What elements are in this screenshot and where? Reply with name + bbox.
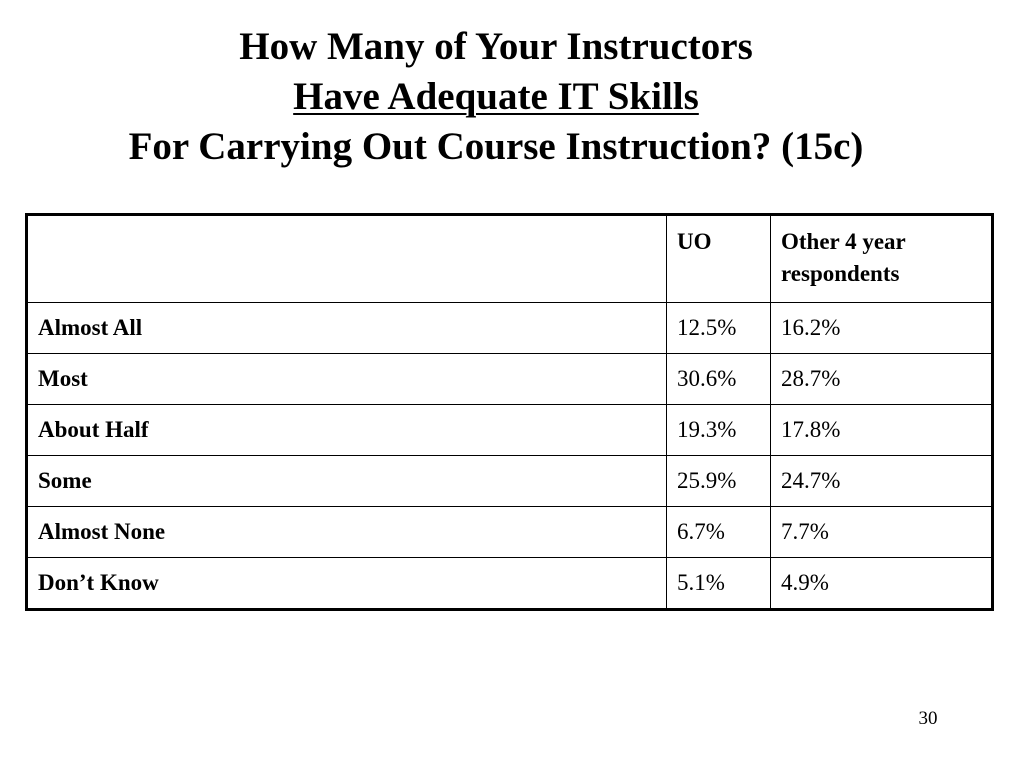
slide-title (0, 22, 992, 172)
table-row (27, 405, 993, 456)
title-line-3: For Carrying Out Course Instruction? (15c) (128, 125, 864, 168)
results-table (25, 213, 994, 611)
table-row (27, 507, 993, 558)
uo-value: 5.1% (667, 558, 771, 610)
uo-value: 6.7% (667, 507, 771, 558)
title-line-1: How Many of Your Instructors (239, 25, 753, 68)
uo-value: 30.6% (667, 354, 771, 405)
uo-value: 12.5% (667, 303, 771, 354)
table-row (27, 354, 993, 405)
header-cell-other: Other 4 year respondents (771, 215, 993, 303)
table-row (27, 558, 993, 610)
table-row (27, 303, 993, 354)
row-label: Almost None (27, 507, 667, 558)
title-line-2 (0, 72, 992, 122)
other-value: 24.7% (771, 456, 993, 507)
row-label: About Half (27, 405, 667, 456)
header-cell-uo: UO (667, 215, 771, 303)
title-underlined-text: Have Adequate IT Skills (293, 75, 699, 118)
other-value: 17.8% (771, 405, 993, 456)
row-label: Most (27, 354, 667, 405)
row-label: Don’t Know (27, 558, 667, 610)
row-label: Some (27, 456, 667, 507)
other-value: 28.7% (771, 354, 993, 405)
uo-value: 19.3% (667, 405, 771, 456)
header-cell-label (27, 215, 667, 303)
table-row (27, 456, 993, 507)
other-value: 16.2% (771, 303, 993, 354)
row-label: Almost All (27, 303, 667, 354)
other-value: 7.7% (771, 507, 993, 558)
other-value: 4.9% (771, 558, 993, 610)
uo-value: 25.9% (667, 456, 771, 507)
table-header-row (27, 215, 993, 303)
page-number: 30 (918, 708, 938, 729)
